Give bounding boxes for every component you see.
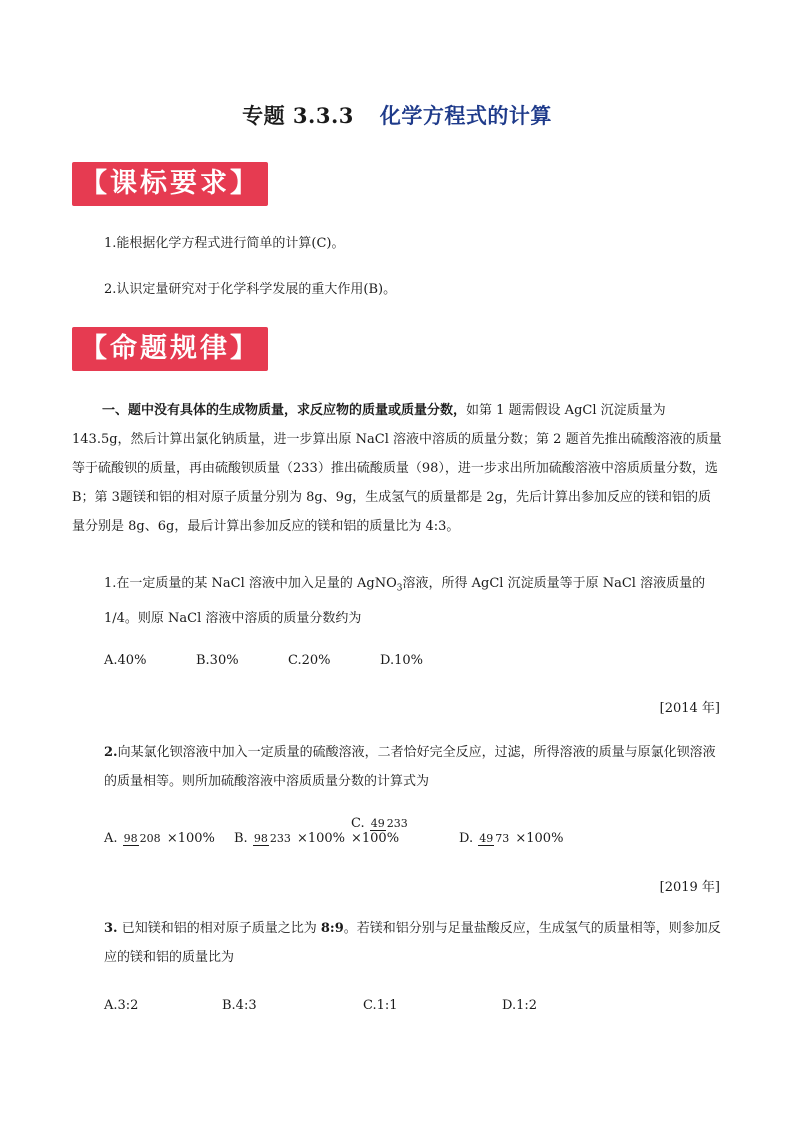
option-a: A.40% [104,653,147,668]
requirement-item-1: 1.能根据化学方程式进行简单的计算(C)。 [104,236,345,251]
option-c: C.20% [288,653,331,668]
question-1-options [104,653,423,668]
page-title [0,100,794,130]
option-a: A.3:2 [104,998,139,1013]
question-1-text-b: 溶液，所得 AgCl 沉淀质量等于原 NaCl 溶液质量的 1/4。则原 NaCl 溶液中溶质的质量分数约为 [104,576,706,626]
option-a-denominator: 208 [139,832,161,845]
option-b-label: B. [234,831,248,846]
option-b: B.30% [196,653,239,668]
option-b-fraction [253,832,292,846]
question-2-body: 向某氯化钡溶液中加入一定质量的硫酸溶液，二者恰好完全反应，过滤，所得溶液的质量与原氯化钡溶液的质量相等。则所加硫酸溶液中溶质质量分数的计算式为 [104,745,716,789]
option-d-suffix: ×100% [515,831,564,846]
question-3-number: 3. [104,921,118,936]
question-1-year: [2014 年] [659,701,720,716]
option-d: D.1:2 [502,998,538,1013]
option-c-suffix: ×100% [351,831,400,846]
option-d-numerator: 49 [479,832,494,845]
section-banner-rules: 【命题规律】 [72,327,268,371]
rules-paragraph [72,396,722,541]
title-main: 化学方程式的计算 [379,103,552,128]
option-a-suffix: ×100% [166,831,215,846]
question-2-options [104,816,563,846]
rules-lead-text: 如第 1 题需假设 AgCl 沉淀质量为 143.5g，然后计算出氯化钠质量，进一步算出原 NaCl 溶液中溶质的质量分数；第 2 题首先推出硫酸溶液的质量等于硫酸钡的质量，再由硫酸钡质量（233）推出硫酸质量（98），进一步求出所加硫酸溶液中溶质质量分数，选 B；第 3题镁和铝的相对原子质量分别为 8g、9g，生成氢气的质量都是 2g，先后计算出参加反应的镁和铝的质量分别是 8g、6g，最后计算出参加反应的镁和铝的质量比为 4:3。 [72,403,722,534]
question-1-text-a: 1.在一定质量的某 NaCl 溶液中加入足量的 AgNO [104,576,397,591]
question-2-text [104,738,722,796]
option-c-label: C. [351,816,365,831]
option-c-numerator: 49 [370,817,385,830]
question-2-number: 2. [104,745,118,760]
rules-lead-bold: 一、题中没有具体的生成物质量，求反应物的质量或质量分数， [102,403,467,418]
option-b-numerator: 98 [253,832,268,845]
option-a-fraction [123,832,162,846]
question-3-text [104,914,722,972]
option-d: D.10% [380,653,423,668]
requirement-item-2: 2.认识定量研究对于化学科学发展的重大作用(B)。 [104,282,397,297]
option-d-fraction [478,832,510,846]
question-1-subscript: 3 [396,583,403,594]
option-d-label: D. [459,831,474,846]
option-b-suffix: ×100% [296,831,346,846]
section-banner-requirements: 【课标要求】 [72,162,268,206]
option-b: B.4:3 [222,998,257,1013]
option-c: C.1:1 [363,998,398,1013]
option-c-denominator: 233 [386,817,408,830]
question-1-text [104,569,722,633]
question-2-year: [2019 年] [659,880,720,895]
question-3-ratio: 8:9 [320,921,344,936]
option-c-fraction [370,817,409,831]
option-a-label: A. [104,831,118,846]
question-3-text-a: 已知镁和铝的相对原子质量之比为 [117,921,321,936]
option-a [104,831,234,846]
option-a-numerator: 98 [123,832,138,845]
option-b-denominator: 233 [269,832,291,845]
option-c [351,816,459,846]
option-d [459,831,563,846]
question-3-options [104,998,537,1013]
question-3-text-b: 。若镁和铝分别与足量盐酸反应，生成氢气的质量相等，则参加反应的镁和铝的质量比为 [104,921,721,965]
option-d-denominator: 73 [495,832,510,845]
title-prefix: 专题 3.3.3 [242,103,354,128]
option-b [234,831,351,846]
